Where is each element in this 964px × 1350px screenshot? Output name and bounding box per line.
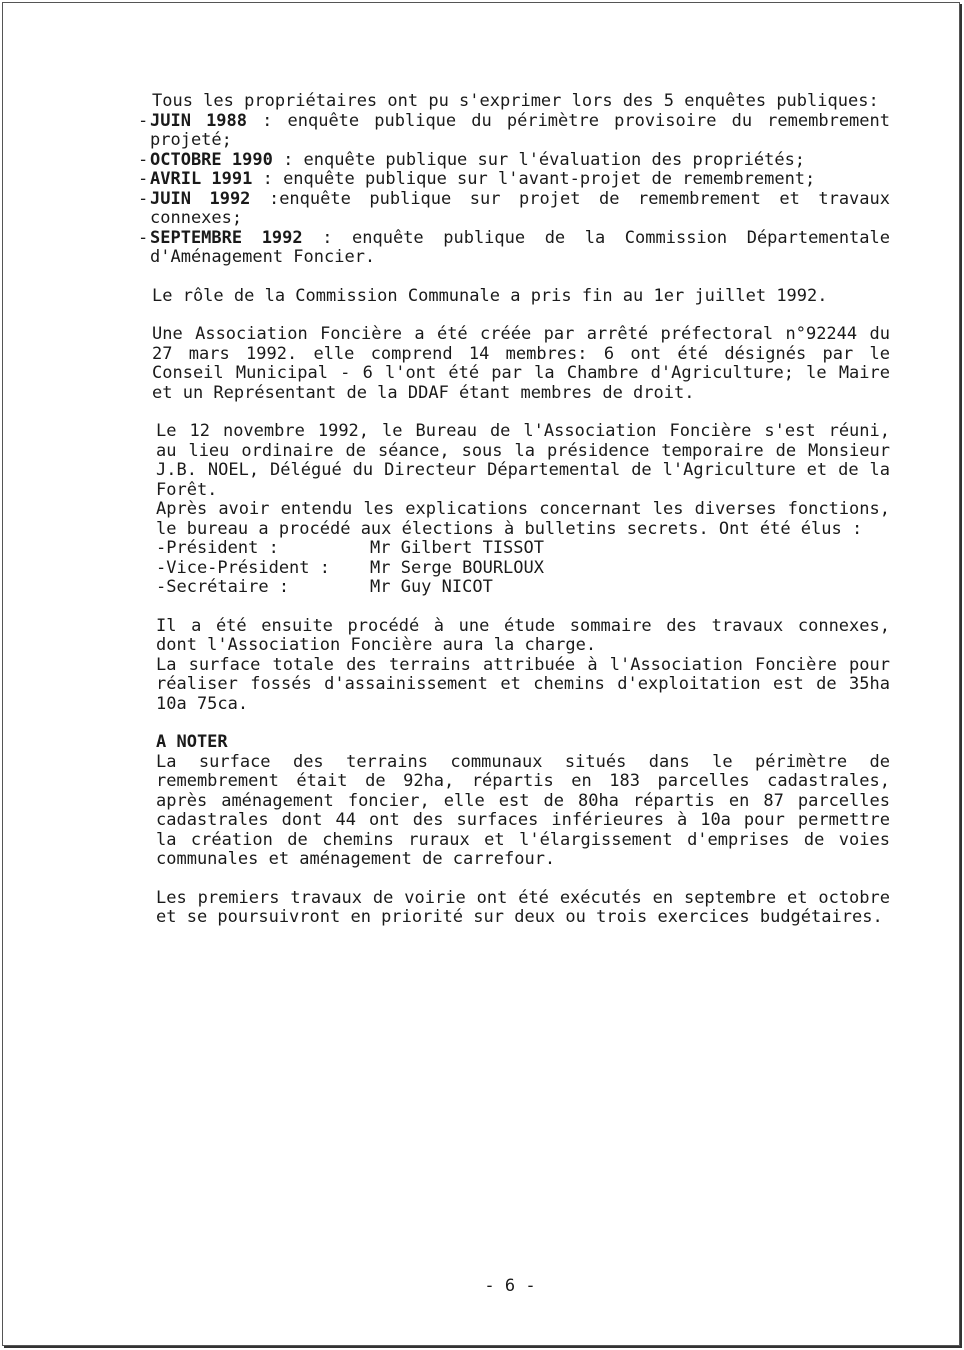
travaux-paragraph: Il a été ensuite procédé à une étude sommaire des travaux connexes, dont l'Association Foncière aura la charge.	[156, 615, 890, 655]
enquete-item: - JUIN 1988 : enquête publique du périmètre provisoire du remembrement projeté;	[138, 110, 890, 150]
elu-name: Mr Guy NICOT	[370, 577, 493, 597]
enquete-item: - SEPTEMBRE 1992 : enquête publique de la Commission Départementale d'Aménagement Foncier.	[138, 227, 890, 267]
elus-list	[138, 539, 890, 598]
enquete-text: : enquête publique sur l'avant-projet de remembrement;	[252, 169, 816, 189]
enquete-date: JUIN 1992	[150, 188, 251, 209]
document-body	[138, 92, 890, 928]
association-paragraph: Une Association Foncière a été créée par arrêté préfectoral n°92244 du 27 mars 1992. elle comprend 14 membres: 6 ont été désignés par le Conseil Municipal - 6 l'ont été par la Chambre d'Agriculture; le Maire et un Représentant de la DDAF étant membres de droit.	[152, 324, 890, 403]
elu-role: -Secrétaire :	[156, 577, 290, 597]
elu-row	[156, 539, 890, 559]
page-number: - 6 -	[484, 1276, 536, 1296]
enquete-date: OCTOBRE 1990	[150, 149, 273, 170]
elu-role: -Vice-Président :	[156, 557, 330, 578]
intro-paragraph: Tous les propriétaires ont pu s'exprimer lors des 5 enquêtes publiques:	[152, 91, 879, 111]
elu-row	[156, 578, 890, 598]
enquete-text: : enquête publique sur l'évaluation des propriétés;	[272, 149, 806, 170]
enquete-text: : enquête publique du périmètre provisoire du remembrement projeté;	[150, 110, 890, 150]
enquete-item: - AVRIL 1991 : enquête publique sur l'avant-projet de remembrement;	[138, 169, 816, 189]
enquete-text: : enquête publique de la Commission Départementale d'Aménagement Foncier.	[150, 227, 890, 267]
note-paragraph: La surface des terrains communaux situés dans le périmètre de remembrement était de 92ha, répartis en 183 parcelles cadastrales, après aménagement foncier, elle est de 80ha répartis en 87 parcelles cadastrales dont 44 ont des surfaces inférieures à 10a pour permettre la création de chemins ruraux et l'élargissement d'emprises de voies communales et aménagement de carrefour.	[156, 751, 890, 869]
voirie-paragraph: Les premiers travaux de voirie ont été exécutés en septembre et octobre et se poursuivront en priorité sur deux ou trois exercices budgétaires.	[156, 887, 890, 927]
elu-name: Mr Gilbert TISSOT	[370, 538, 544, 558]
elu-role: -Président :	[156, 538, 279, 558]
role-commission-paragraph: Le rôle de la Commission Communale a pris fin au 1er juillet 1992.	[152, 285, 828, 306]
enquete-text: :enquête publique sur projet de remembrement et travaux connexes;	[150, 188, 890, 228]
note-heading: A NOTER	[156, 732, 228, 752]
reunion-paragraph: Le 12 novembre 1992, le Bureau de l'Association Foncière s'est réuni, au lieu ordinaire de séance, sous la présidence temporaire de Monsieur J.B. NOEL, Délégué du Directeur Départemental de l'Agriculture et de la Forêt.	[156, 421, 890, 500]
surface-paragraph: La surface totale des terrains attribuée à l'Association Foncière pour réaliser fossés d'assainissement et chemins d'exploitation est de 35ha 10a 75ca.	[156, 654, 890, 714]
elections-paragraph: Après avoir entendu les explications concernant les diverses fonctions, le bureau a procédé aux élections à bulletins secrets. Ont été élus :	[156, 499, 890, 539]
enquete-item: - JUIN 1992 :enquête publique sur projet de remembrement et travaux connexes;	[138, 188, 890, 228]
enquete-item: - OCTOBRE 1990 : enquête publique sur l'évaluation des propriétés;	[138, 149, 806, 170]
elu-row	[156, 559, 890, 579]
enquete-date: AVRIL 1991	[150, 169, 253, 189]
enquete-date: SEPTEMBRE 1992	[150, 227, 303, 248]
elu-name: Mr Serge BOURLOUX	[370, 557, 544, 578]
enquete-date: JUIN 1988	[150, 110, 248, 131]
